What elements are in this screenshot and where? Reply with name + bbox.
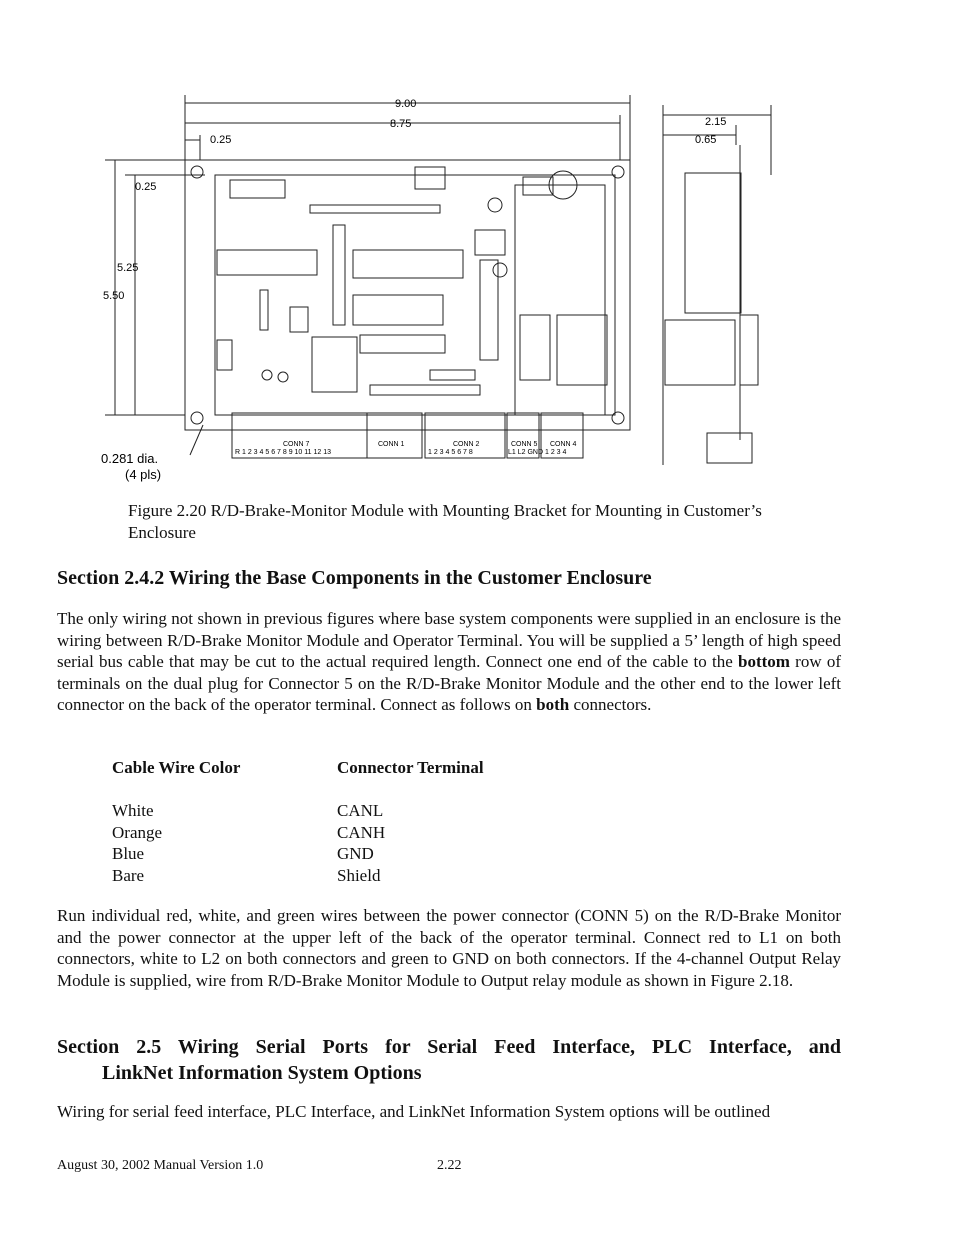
dim-overall-width: 9.00 (395, 98, 417, 110)
dim-left-offset: 0.25 (210, 134, 232, 146)
table-row-terminal: CANL (337, 801, 384, 820)
p1-bold-bottom: bottom (737, 652, 790, 671)
table-header-color: Cable Wire Color (112, 758, 241, 777)
section-25-paragraph: Wiring for serial feed interface, PLC Interface, and LinkNet Information System options will be outlined (57, 1102, 771, 1121)
dim-side-offset: 0.65 (695, 134, 717, 146)
table-row-terminal: Shield (337, 866, 381, 885)
conn4-pins: 1 2 3 4 (545, 449, 567, 456)
conn5-pins: L1 L2 GND (508, 449, 544, 456)
conn5-label: CONN 5 (511, 441, 538, 448)
table-row-terminal: CANH (337, 823, 386, 842)
dim-inner-height: 5.25 (117, 262, 139, 274)
conn2-label: CONN 2 (453, 441, 480, 448)
conn1-label: CONN 1 (378, 441, 405, 448)
table-row-color: Orange (112, 823, 163, 842)
conn4-label: CONN 4 (550, 441, 577, 448)
table-row-terminal: GND (337, 844, 374, 863)
conn7-label: CONN 7 (283, 441, 310, 448)
footer-page-number: 2.22 (437, 1158, 462, 1173)
footer-date-version: August 30, 2002 Manual Version 1.0 (57, 1158, 264, 1173)
table-header-terminal: Connector Terminal (337, 758, 484, 777)
dim-side-width: 2.15 (705, 116, 727, 128)
figure-caption: Figure 2.20 R/D-Brake-Monitor Module with Mounting Bracket for Mounting in Customer’s Enclosure (128, 501, 762, 542)
p1-bold-both: both (536, 695, 570, 714)
dim-hole-count: (4 pls) (125, 467, 162, 482)
module-drawing-figure (95, 85, 785, 490)
dim-top-offset: 0.25 (135, 181, 157, 193)
table-row-color: Blue (112, 844, 145, 863)
table-row-color: White (112, 801, 154, 820)
section-25-heading-line1: Section 2.5 Wiring Serial Ports for Serial Feed Interface, PLC Interface, and (57, 1036, 841, 1058)
p1-text-b: row of terminals on the dual plug for Connector 5 on the R/D-Brake Monitor Module and the other end to the lower left connector on the back of the operator terminal. Connect as follows on (57, 652, 841, 714)
dim-hole-dia: 0.281 dia. (101, 451, 159, 466)
table-row-color: Bare (112, 866, 145, 885)
dim-inner-width: 8.75 (390, 118, 412, 130)
section-242-paragraph (57, 608, 841, 716)
conn7-pins: R 1 2 3 4 5 6 7 8 9 10 11 12 13 (235, 449, 332, 456)
section-25-heading-line2: LinkNet Information System Options (102, 1062, 422, 1084)
dim-overall-height: 5.50 (103, 290, 125, 302)
module-drawing (95, 85, 785, 490)
p1-text-a: The only wiring not shown in previous figures where base system components were supplied in an enclosure is the wiring between R/D-Brake Monitor Module and Operator Terminal. You will be supplied a 5’ length of high speed serial bus cable that may be cut to the actual required length. Connect one end of the cable to the (57, 609, 841, 671)
section-242-heading: Section 2.4.2 Wiring the Base Components in the Customer Enclosure (57, 567, 652, 589)
conn2-pins: 1 2 3 4 5 6 7 8 (428, 449, 473, 456)
power-wiring-paragraph: Run individual red, white, and green wires between the power connector (CONN 5) on the R/D-Brake Monitor and the power connector at the upper left of the back of the operator terminal. Connect red to L1 on both connectors, white to L2 on both connectors and green to GND on both connectors. If the 4-channel Output Relay Module is supplied, wire from R/D-Brake Monitor Module to Output relay module as shown in Figure 2.18. (57, 906, 841, 990)
p1-text-c: connectors. (569, 695, 652, 714)
